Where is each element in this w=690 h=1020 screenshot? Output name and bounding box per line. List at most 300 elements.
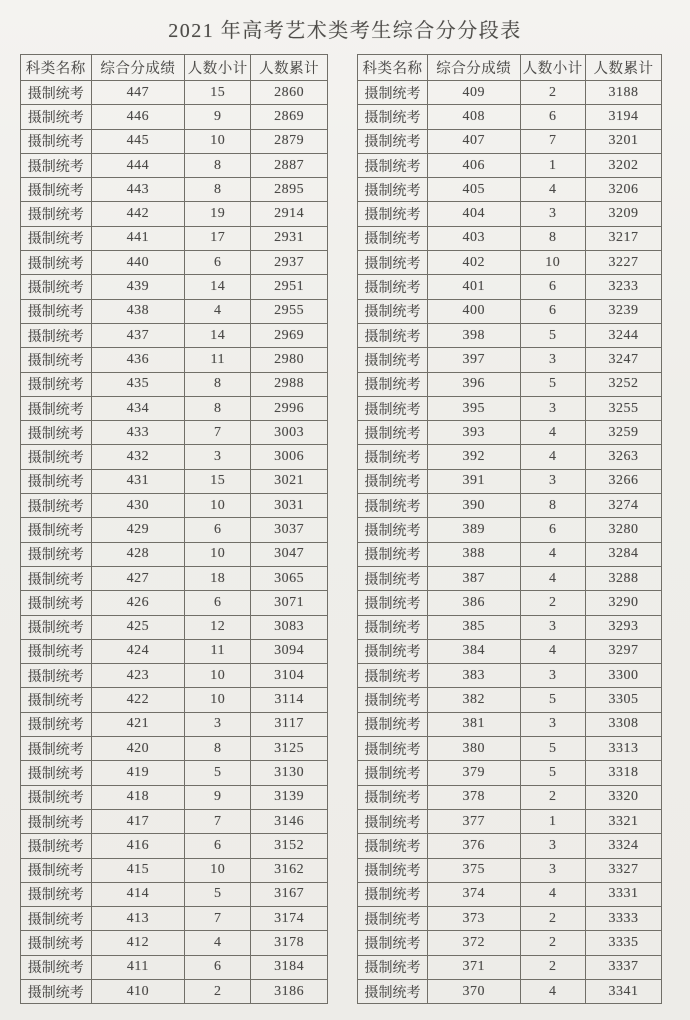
cumulative-cell: 3130 [251, 761, 328, 785]
score-cell: 419 [91, 761, 185, 785]
count-cell: 6 [520, 299, 585, 323]
cumulative-cell: 3288 [585, 566, 661, 590]
score-cell: 430 [91, 494, 185, 518]
count-cell: 3 [520, 348, 585, 372]
count-cell: 5 [185, 761, 251, 785]
header-row [21, 55, 328, 81]
category-cell: 摄制统考 [21, 639, 92, 663]
count-cell: 15 [185, 81, 251, 105]
score-cell: 446 [91, 105, 185, 129]
cumulative-cell: 3006 [251, 445, 328, 469]
category-cell: 摄制统考 [21, 202, 92, 226]
count-cell: 10 [185, 664, 251, 688]
category-cell: 摄制统考 [21, 688, 92, 712]
category-cell: 摄制统考 [358, 809, 428, 833]
table-row [21, 761, 328, 785]
score-cell: 436 [91, 348, 185, 372]
count-cell: 8 [185, 153, 251, 177]
table-row [358, 105, 662, 129]
count-cell: 2 [520, 955, 585, 979]
table-row [358, 372, 662, 396]
score-cell: 435 [91, 372, 185, 396]
cumulative-cell: 3071 [251, 591, 328, 615]
column-header: 人数累计 [585, 55, 661, 81]
cumulative-cell: 3206 [585, 178, 661, 202]
score-cell: 410 [91, 979, 185, 1003]
category-cell: 摄制统考 [358, 931, 428, 955]
table-row [358, 761, 662, 785]
score-cell: 378 [427, 785, 520, 809]
category-cell: 摄制统考 [358, 81, 428, 105]
table-row [358, 348, 662, 372]
table-row [21, 469, 328, 493]
count-cell: 8 [520, 226, 585, 250]
count-cell: 3 [520, 615, 585, 639]
category-cell: 摄制统考 [21, 542, 92, 566]
category-cell: 摄制统考 [21, 348, 92, 372]
column-header: 科类名称 [358, 55, 428, 81]
cumulative-cell: 3255 [585, 396, 661, 420]
score-cell: 402 [427, 251, 520, 275]
table-row [358, 931, 662, 955]
score-cell: 443 [91, 178, 185, 202]
score-cell: 382 [427, 688, 520, 712]
score-cell: 388 [427, 542, 520, 566]
cumulative-cell: 3083 [251, 615, 328, 639]
score-cell: 370 [427, 979, 520, 1003]
score-cell: 416 [91, 834, 185, 858]
score-cell: 387 [427, 566, 520, 590]
table-row [358, 712, 662, 736]
table-row [21, 372, 328, 396]
category-cell: 摄制统考 [358, 494, 428, 518]
count-cell: 4 [520, 639, 585, 663]
score-cell: 431 [91, 469, 185, 493]
category-cell: 摄制统考 [21, 907, 92, 931]
table-row [21, 882, 328, 906]
table-row [358, 979, 662, 1003]
category-cell: 摄制统考 [21, 664, 92, 688]
cumulative-cell: 3114 [251, 688, 328, 712]
category-cell: 摄制统考 [21, 712, 92, 736]
category-cell: 摄制统考 [358, 202, 428, 226]
cumulative-cell: 3201 [585, 129, 661, 153]
score-cell: 414 [91, 882, 185, 906]
score-cell: 440 [91, 251, 185, 275]
category-cell: 摄制统考 [21, 275, 92, 299]
cumulative-cell: 3139 [251, 785, 328, 809]
count-cell: 1 [520, 809, 585, 833]
score-cell: 411 [91, 955, 185, 979]
category-cell: 摄制统考 [21, 882, 92, 906]
cumulative-cell: 3188 [585, 81, 661, 105]
column-header: 科类名称 [21, 55, 92, 81]
count-cell: 14 [185, 275, 251, 299]
count-cell: 18 [185, 566, 251, 590]
column-header: 人数累计 [251, 55, 328, 81]
category-cell: 摄制统考 [358, 785, 428, 809]
count-cell: 6 [185, 591, 251, 615]
category-cell: 摄制统考 [358, 712, 428, 736]
count-cell: 8 [185, 396, 251, 420]
cumulative-cell: 3178 [251, 931, 328, 955]
cumulative-cell: 3300 [585, 664, 661, 688]
score-cell: 441 [91, 226, 185, 250]
category-cell: 摄制统考 [21, 129, 92, 153]
score-cell: 397 [427, 348, 520, 372]
cumulative-cell: 2879 [251, 129, 328, 153]
score-cell: 438 [91, 299, 185, 323]
cumulative-cell: 3239 [585, 299, 661, 323]
count-cell: 3 [520, 712, 585, 736]
table-row [358, 421, 662, 445]
score-cell: 383 [427, 664, 520, 688]
category-cell: 摄制统考 [358, 858, 428, 882]
score-cell: 372 [427, 931, 520, 955]
score-cell: 371 [427, 955, 520, 979]
score-cell: 423 [91, 664, 185, 688]
table-row [358, 153, 662, 177]
table-row [21, 809, 328, 833]
table-row [21, 323, 328, 347]
cumulative-cell: 3031 [251, 494, 328, 518]
count-cell: 15 [185, 469, 251, 493]
table-row [358, 299, 662, 323]
score-cell: 398 [427, 323, 520, 347]
count-cell: 10 [185, 688, 251, 712]
cumulative-cell: 3259 [585, 421, 661, 445]
cumulative-cell: 3117 [251, 712, 328, 736]
count-cell: 2 [520, 907, 585, 931]
count-cell: 5 [520, 372, 585, 396]
category-cell: 摄制统考 [358, 348, 428, 372]
score-cell: 447 [91, 81, 185, 105]
count-cell: 10 [185, 858, 251, 882]
cumulative-cell: 3152 [251, 834, 328, 858]
category-cell: 摄制统考 [358, 955, 428, 979]
table-row [21, 518, 328, 542]
category-cell: 摄制统考 [21, 178, 92, 202]
score-cell: 384 [427, 639, 520, 663]
table-row [21, 664, 328, 688]
cumulative-cell: 3266 [585, 469, 661, 493]
table-row [358, 518, 662, 542]
count-cell: 10 [185, 494, 251, 518]
table-row [21, 907, 328, 931]
category-cell: 摄制统考 [21, 737, 92, 761]
table-row [21, 566, 328, 590]
category-cell: 摄制统考 [358, 639, 428, 663]
table-row [21, 445, 328, 469]
category-cell: 摄制统考 [21, 518, 92, 542]
table-row [358, 809, 662, 833]
category-cell: 摄制统考 [358, 664, 428, 688]
category-cell: 摄制统考 [21, 591, 92, 615]
score-cell: 405 [427, 178, 520, 202]
score-cell: 389 [427, 518, 520, 542]
score-cell: 413 [91, 907, 185, 931]
cumulative-cell: 3125 [251, 737, 328, 761]
category-cell: 摄制统考 [358, 834, 428, 858]
count-cell: 4 [520, 445, 585, 469]
category-cell: 摄制统考 [21, 785, 92, 809]
table-row [358, 907, 662, 931]
table-row [21, 396, 328, 420]
count-cell: 6 [520, 105, 585, 129]
score-cell: 396 [427, 372, 520, 396]
count-cell: 12 [185, 615, 251, 639]
score-cell: 412 [91, 931, 185, 955]
score-cell: 391 [427, 469, 520, 493]
table-row [21, 639, 328, 663]
count-cell: 5 [520, 688, 585, 712]
cumulative-cell: 2951 [251, 275, 328, 299]
table-row [358, 737, 662, 761]
table-row [21, 834, 328, 858]
score-cell: 439 [91, 275, 185, 299]
count-cell: 5 [520, 737, 585, 761]
count-cell: 3 [520, 664, 585, 688]
count-cell: 3 [185, 712, 251, 736]
score-cell: 437 [91, 323, 185, 347]
cumulative-cell: 3280 [585, 518, 661, 542]
table-row [358, 81, 662, 105]
cumulative-cell: 3184 [251, 955, 328, 979]
score-cell: 386 [427, 591, 520, 615]
cumulative-cell: 2860 [251, 81, 328, 105]
count-cell: 11 [185, 348, 251, 372]
score-cell: 377 [427, 809, 520, 833]
category-cell: 摄制统考 [21, 81, 92, 105]
cumulative-cell: 3290 [585, 591, 661, 615]
count-cell: 10 [185, 542, 251, 566]
score-cell: 381 [427, 712, 520, 736]
cumulative-cell: 3320 [585, 785, 661, 809]
score-cell: 403 [427, 226, 520, 250]
cumulative-cell: 3202 [585, 153, 661, 177]
count-cell: 6 [185, 834, 251, 858]
score-cell: 424 [91, 639, 185, 663]
category-cell: 摄制统考 [358, 178, 428, 202]
cumulative-cell: 3333 [585, 907, 661, 931]
cumulative-cell: 3308 [585, 712, 661, 736]
cumulative-cell: 3065 [251, 566, 328, 590]
category-cell: 摄制统考 [21, 858, 92, 882]
score-cell: 434 [91, 396, 185, 420]
category-cell: 摄制统考 [358, 396, 428, 420]
table-row [21, 129, 328, 153]
count-cell: 4 [520, 566, 585, 590]
category-cell: 摄制统考 [358, 372, 428, 396]
category-cell: 摄制统考 [358, 153, 428, 177]
category-cell: 摄制统考 [21, 761, 92, 785]
score-tables-container [0, 54, 690, 1014]
cumulative-cell: 2969 [251, 323, 328, 347]
score-cell: 375 [427, 858, 520, 882]
category-cell: 摄制统考 [358, 882, 428, 906]
cumulative-cell: 3003 [251, 421, 328, 445]
cumulative-cell: 3327 [585, 858, 661, 882]
score-cell: 401 [427, 275, 520, 299]
cumulative-cell: 2955 [251, 299, 328, 323]
category-cell: 摄制统考 [21, 226, 92, 250]
column-header: 人数小计 [185, 55, 251, 81]
category-cell: 摄制统考 [358, 615, 428, 639]
count-cell: 9 [185, 105, 251, 129]
count-cell: 3 [185, 445, 251, 469]
category-cell: 摄制统考 [358, 688, 428, 712]
table-row [21, 202, 328, 226]
score-cell: 379 [427, 761, 520, 785]
score-cell: 415 [91, 858, 185, 882]
score-cell: 376 [427, 834, 520, 858]
count-cell: 2 [520, 81, 585, 105]
score-cell: 380 [427, 737, 520, 761]
page-title: 2021 年高考艺术类考生综合分分段表 [168, 20, 522, 42]
table-row [21, 858, 328, 882]
count-cell: 10 [520, 251, 585, 275]
score-cell: 422 [91, 688, 185, 712]
category-cell: 摄制统考 [21, 469, 92, 493]
score-table-left [20, 54, 328, 1004]
category-cell: 摄制统考 [358, 129, 428, 153]
cumulative-cell: 3194 [585, 105, 661, 129]
score-cell: 432 [91, 445, 185, 469]
cumulative-cell: 3217 [585, 226, 661, 250]
count-cell: 4 [520, 178, 585, 202]
cumulative-cell: 3247 [585, 348, 661, 372]
count-cell: 3 [520, 834, 585, 858]
table-row [358, 542, 662, 566]
count-cell: 9 [185, 785, 251, 809]
count-cell: 8 [185, 737, 251, 761]
count-cell: 4 [185, 299, 251, 323]
table-row [21, 348, 328, 372]
cumulative-cell: 3284 [585, 542, 661, 566]
cumulative-cell: 3321 [585, 809, 661, 833]
table-row [358, 323, 662, 347]
category-cell: 摄制统考 [21, 421, 92, 445]
count-cell: 4 [520, 979, 585, 1003]
category-cell: 摄制统考 [358, 275, 428, 299]
category-cell: 摄制统考 [21, 299, 92, 323]
score-cell: 406 [427, 153, 520, 177]
score-cell: 428 [91, 542, 185, 566]
table-row [21, 81, 328, 105]
count-cell: 5 [520, 761, 585, 785]
category-cell: 摄制统考 [358, 445, 428, 469]
cumulative-cell: 3324 [585, 834, 661, 858]
category-cell: 摄制统考 [21, 323, 92, 347]
score-cell: 400 [427, 299, 520, 323]
score-cell: 392 [427, 445, 520, 469]
cumulative-cell: 2887 [251, 153, 328, 177]
table-row [21, 785, 328, 809]
table-row [358, 129, 662, 153]
score-cell: 395 [427, 396, 520, 420]
table-row [21, 542, 328, 566]
score-cell: 373 [427, 907, 520, 931]
cumulative-cell: 3037 [251, 518, 328, 542]
count-cell: 7 [520, 129, 585, 153]
table-row [358, 178, 662, 202]
cumulative-cell: 3274 [585, 494, 661, 518]
cumulative-cell: 3209 [585, 202, 661, 226]
cumulative-cell: 3335 [585, 931, 661, 955]
score-cell: 385 [427, 615, 520, 639]
count-cell: 17 [185, 226, 251, 250]
category-cell: 摄制统考 [358, 469, 428, 493]
category-cell: 摄制统考 [21, 566, 92, 590]
cumulative-cell: 3174 [251, 907, 328, 931]
table-row [358, 591, 662, 615]
cumulative-cell: 3186 [251, 979, 328, 1003]
count-cell: 3 [520, 469, 585, 493]
category-cell: 摄制统考 [21, 251, 92, 275]
category-cell: 摄制统考 [358, 105, 428, 129]
table-row [358, 955, 662, 979]
cumulative-cell: 3021 [251, 469, 328, 493]
cumulative-cell: 3227 [585, 251, 661, 275]
table-row [358, 882, 662, 906]
table-row [21, 979, 328, 1003]
count-cell: 4 [520, 882, 585, 906]
cumulative-cell: 2980 [251, 348, 328, 372]
cumulative-cell: 3094 [251, 639, 328, 663]
table-row [358, 615, 662, 639]
cumulative-cell: 2937 [251, 251, 328, 275]
category-cell: 摄制统考 [21, 809, 92, 833]
count-cell: 10 [185, 129, 251, 153]
category-cell: 摄制统考 [21, 834, 92, 858]
count-cell: 6 [185, 955, 251, 979]
score-cell: 425 [91, 615, 185, 639]
table-row [358, 396, 662, 420]
table-row [358, 858, 662, 882]
table-row [21, 615, 328, 639]
table-row [358, 688, 662, 712]
count-cell: 3 [520, 396, 585, 420]
column-header: 综合分成绩 [427, 55, 520, 81]
category-cell: 摄制统考 [358, 979, 428, 1003]
category-cell: 摄制统考 [358, 907, 428, 931]
table-row [21, 955, 328, 979]
score-cell: 417 [91, 809, 185, 833]
cumulative-cell: 3337 [585, 955, 661, 979]
cumulative-cell: 2869 [251, 105, 328, 129]
table-row [21, 178, 328, 202]
cumulative-cell: 3244 [585, 323, 661, 347]
score-cell: 421 [91, 712, 185, 736]
table-row [358, 566, 662, 590]
count-cell: 6 [520, 518, 585, 542]
cumulative-cell: 3341 [585, 979, 661, 1003]
score-cell: 420 [91, 737, 185, 761]
table-row [21, 251, 328, 275]
cumulative-cell: 3305 [585, 688, 661, 712]
count-cell: 3 [520, 858, 585, 882]
count-cell: 7 [185, 907, 251, 931]
category-cell: 摄制统考 [358, 226, 428, 250]
cumulative-cell: 3318 [585, 761, 661, 785]
count-cell: 5 [520, 323, 585, 347]
category-cell: 摄制统考 [358, 421, 428, 445]
count-cell: 7 [185, 809, 251, 833]
count-cell: 6 [185, 518, 251, 542]
category-cell: 摄制统考 [358, 591, 428, 615]
count-cell: 6 [520, 275, 585, 299]
score-cell: 418 [91, 785, 185, 809]
